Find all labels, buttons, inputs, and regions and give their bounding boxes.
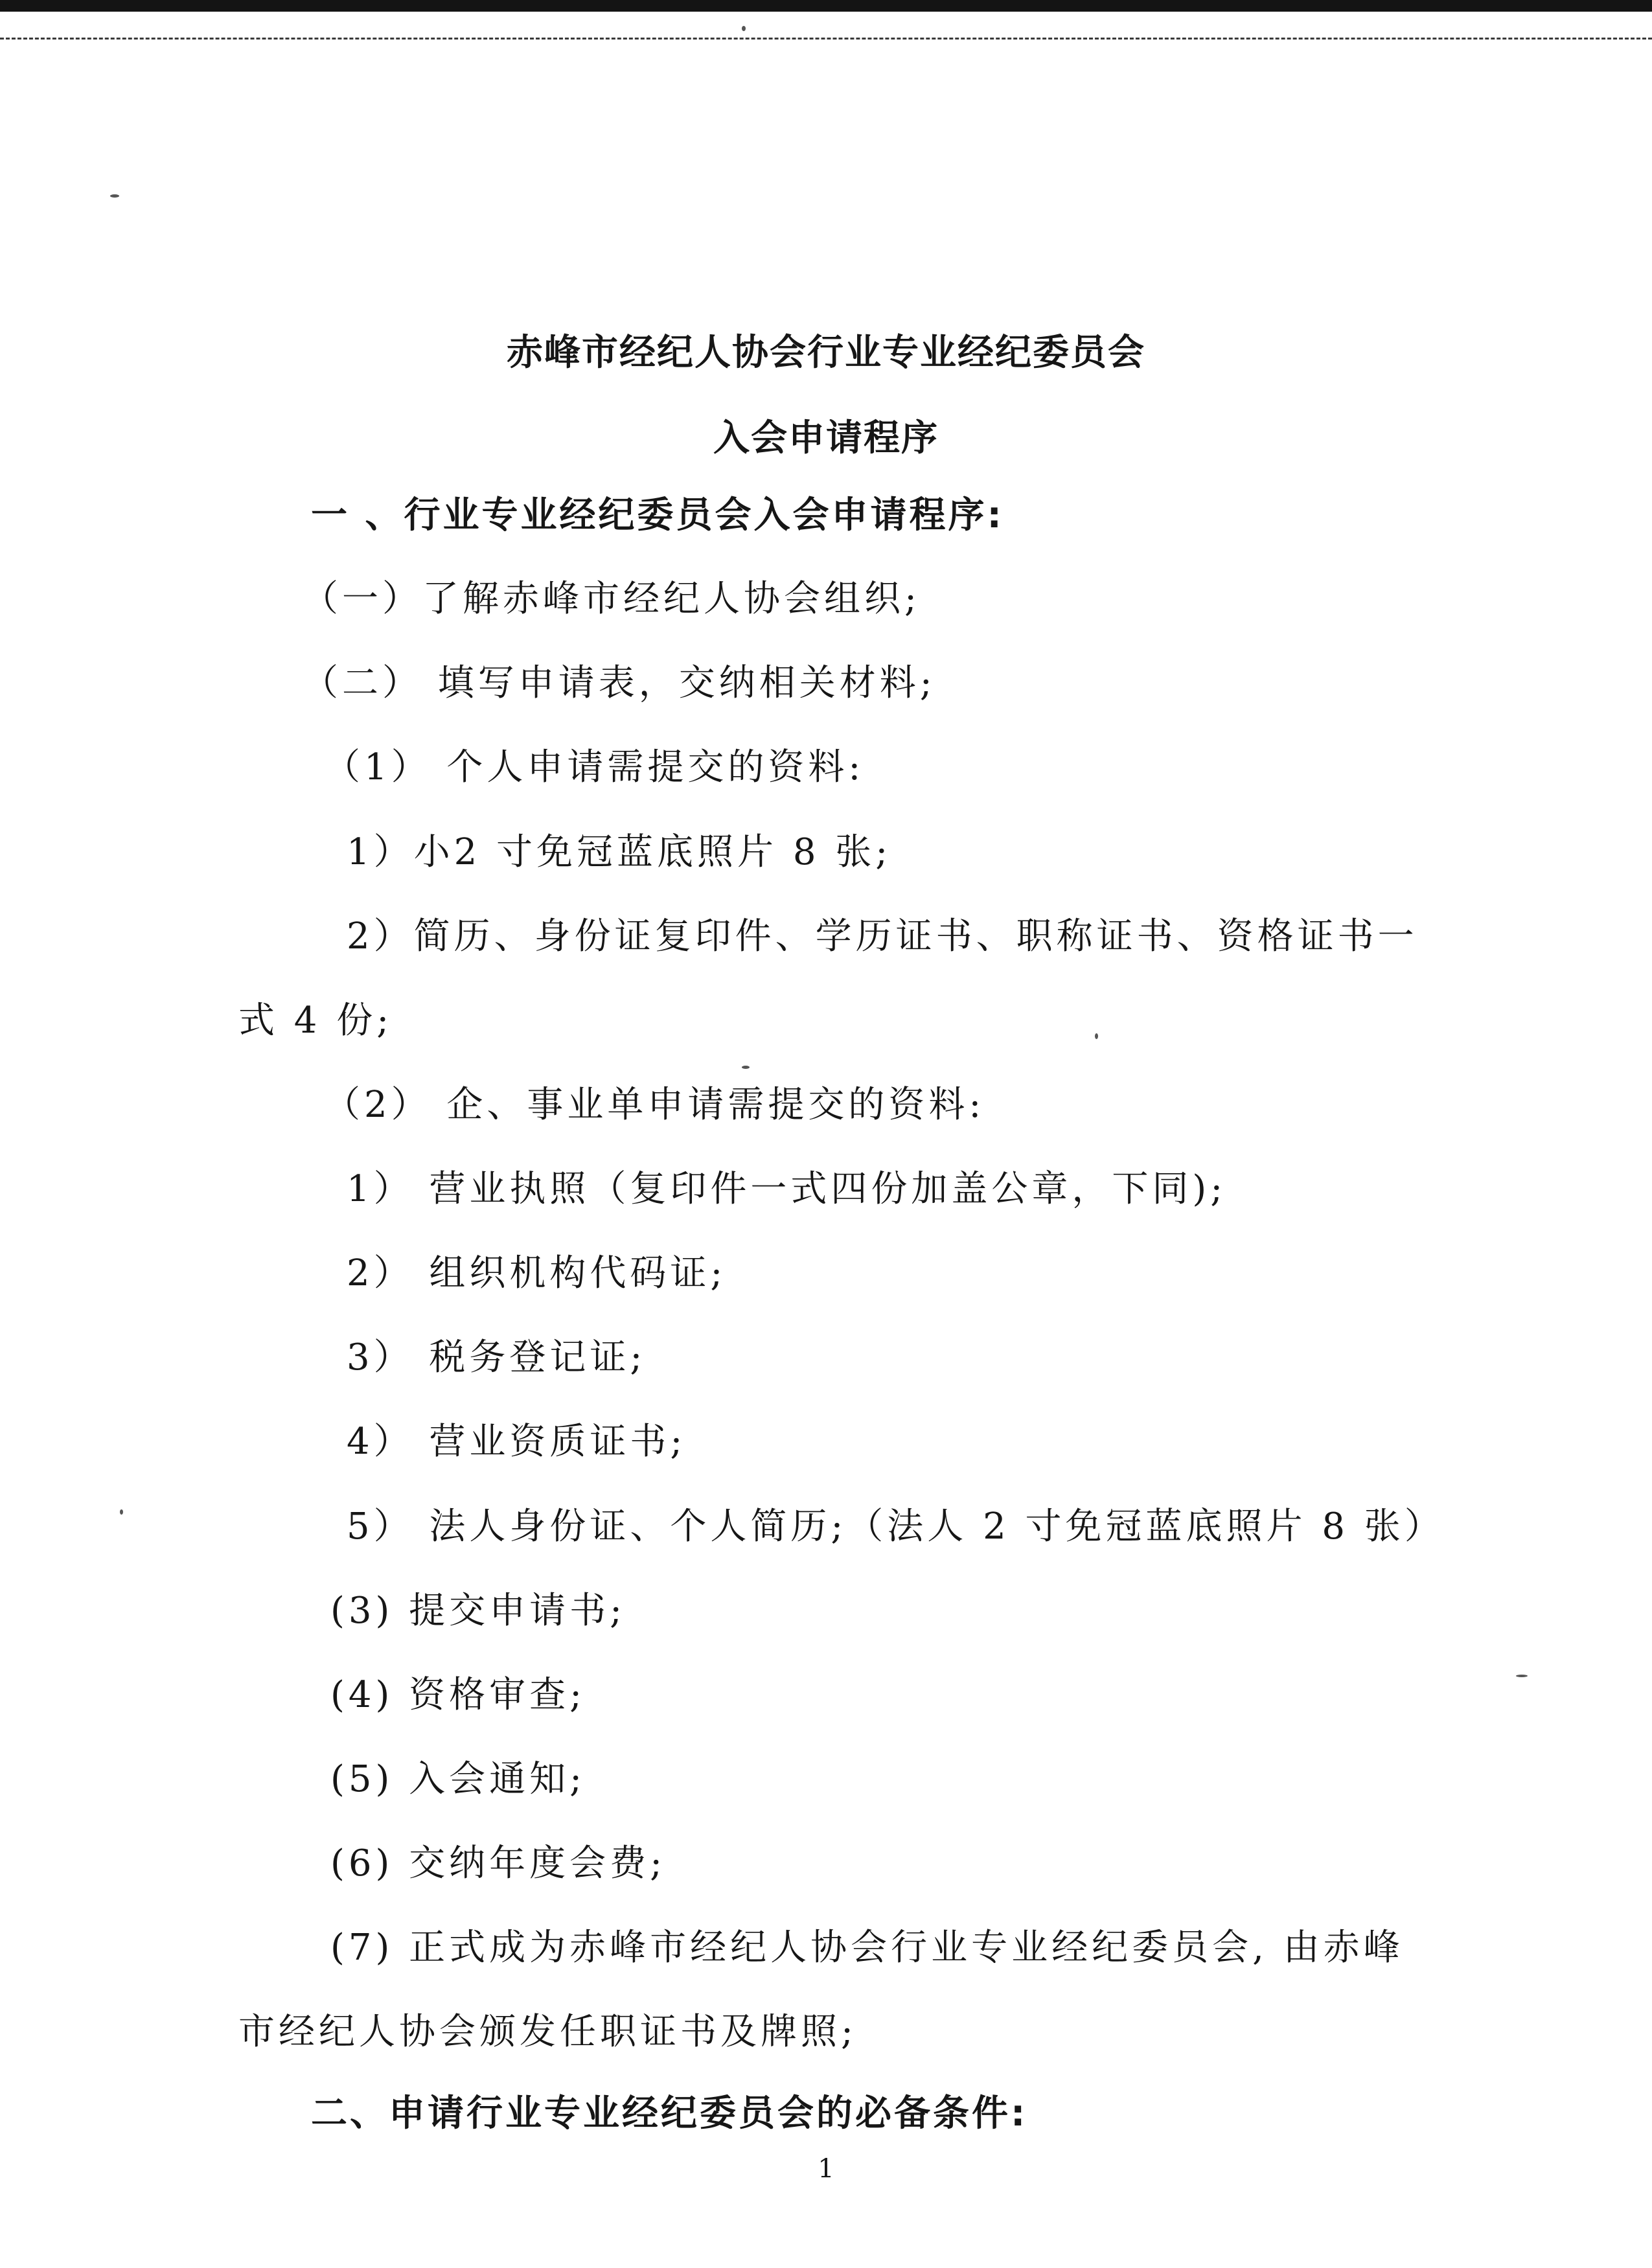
scan-speck	[1095, 1033, 1098, 1039]
scan-speck	[120, 1509, 123, 1515]
list-item: 2） 组织机构代码证;	[347, 1252, 727, 1294]
list-item: 1）小2 寸免冠蓝底照片 8 张;	[347, 831, 892, 873]
section-heading: 二、申请行业专业经纪委员会的必备条件:	[311, 2092, 1028, 2135]
list-item: (7) 正式成为赤峰市经纪人协会行业专业经纪委员会, 由赤峰	[330, 1927, 1404, 1969]
scan-speck	[742, 1066, 750, 1069]
list-item: (5) 入会通知;	[330, 1758, 586, 1800]
scan-speck	[742, 26, 746, 31]
list-item: 市经纪人协会颁发任职证书及牌照;	[238, 2011, 857, 2053]
list-item: （2） 企、事业单申请需提交的资料:	[324, 1084, 985, 1126]
document-subtitle: 入会申请程序	[713, 417, 939, 459]
list-item: (6) 交纳年度会费;	[330, 1842, 666, 1884]
list-item: 式 4 份;	[238, 1000, 393, 1042]
document-title: 赤峰市经纪人协会行业专业经纪委员会	[507, 332, 1145, 374]
list-item: （1） 个人申请需提交的资料:	[324, 746, 865, 788]
list-item: (4) 资格审查;	[330, 1674, 586, 1716]
list-item: (3) 提交申请书;	[330, 1590, 626, 1632]
list-item: 2）简历、身份证复印件、学历证书、职称证书、资格证书一	[347, 915, 1418, 957]
section-heading: 一 、行业专业经纪委员会入会申请程序:	[311, 494, 1004, 536]
list-item: 5） 法人身份证、个人简历;（法人 2 寸免冠蓝底照片 8 张）	[347, 1506, 1445, 1548]
scan-dashed-line	[0, 38, 1652, 40]
scan-speck	[1516, 1675, 1528, 1677]
list-item: 1） 营业执照（复印件一式四份加盖公章，下同);	[347, 1168, 1227, 1210]
page-number: 1	[818, 2154, 834, 2184]
list-item: 4） 营业资质证书;	[347, 1421, 687, 1463]
list-item: （二） 填写申请表，交纳相关材料;	[302, 662, 936, 704]
scan-speck	[110, 194, 119, 198]
scan-border	[0, 0, 1652, 12]
list-item: （一）了解赤峰市经纪人协会组织;	[302, 578, 921, 620]
list-item: 3） 税务登记证;	[347, 1336, 647, 1379]
